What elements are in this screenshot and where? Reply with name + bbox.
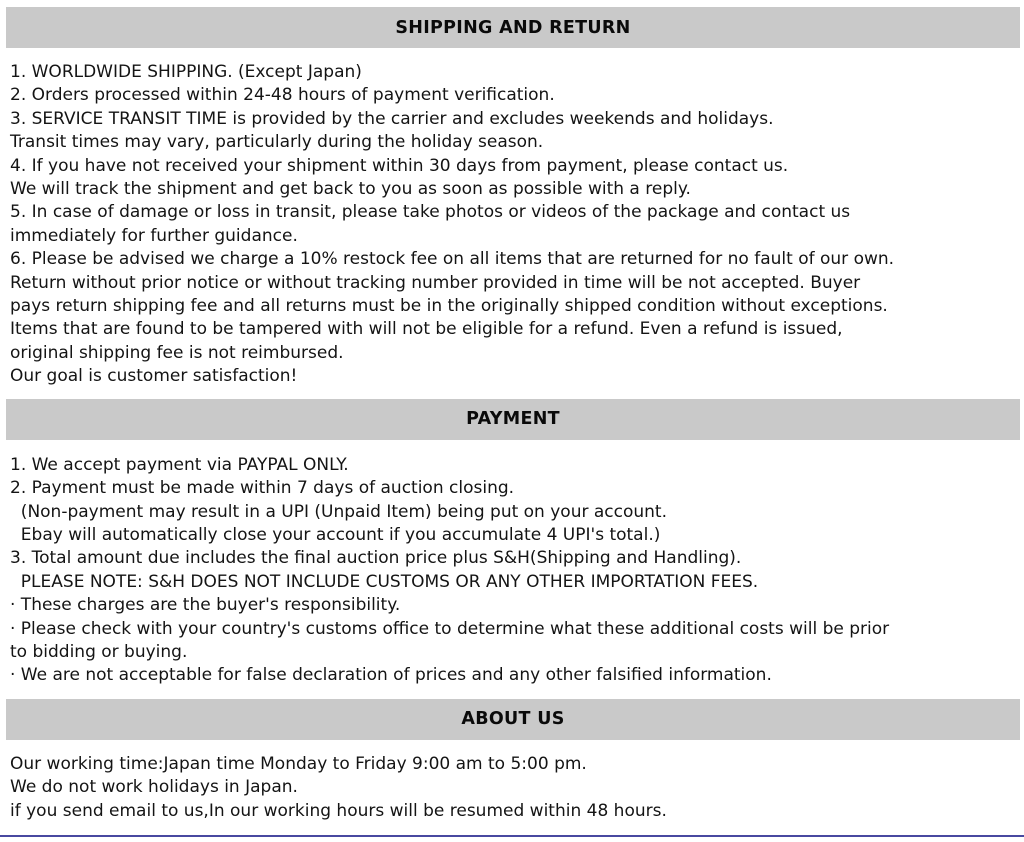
- text-line: 6. Please be advised we charge a 10% restock fee on all items that are returned for no fault of our own.: [10, 249, 895, 270]
- text-line: We will track the shipment and get back to you as soon as possible with a reply.: [10, 179, 691, 200]
- section-title: ABOUT US: [461, 709, 565, 730]
- about-us-text: [0, 740, 1024, 823]
- text-line: We do not work holidays in Japan.: [10, 777, 298, 798]
- text-line: · Please check with your country's customs office to determine what these additional costs will be prior: [10, 618, 890, 639]
- text-line: Transit times may vary, particularly during the holiday season.: [10, 132, 544, 153]
- section-title: PAYMENT: [466, 409, 560, 430]
- text-line: · We are not acceptable for false declaration of prices and any other falsified information.: [10, 665, 772, 686]
- text-line: 2. Payment must be made within 7 days of auction closing.: [10, 478, 515, 499]
- text-line: Return without prior notice or without tracking number provided in time will be not accepted. Buyer: [10, 272, 861, 293]
- text-line: (Non-payment may result in a UPI (Unpaid Item) being put on your account.: [10, 501, 667, 522]
- text-line: pays return shipping fee and all returns must be in the originally shipped condition without exceptions.: [10, 296, 888, 317]
- section-title: SHIPPING AND RETURN: [395, 17, 631, 38]
- text-line: Our goal is customer satisfaction!: [10, 366, 298, 387]
- text-line: 3. Total amount due includes the final auction price plus S&H(Shipping and Handling).: [10, 548, 742, 569]
- text-line: if you send email to us,In our working hours will be resumed within 48 hours.: [10, 800, 667, 821]
- text-line: 3. SERVICE TRANSIT TIME is provided by the carrier and excludes weekends and holidays.: [10, 108, 774, 129]
- text-line: Ebay will automatically close your account if you accumulate 4 UPI's total.): [10, 524, 661, 545]
- bottom-divider-line: [0, 835, 1024, 837]
- text-line: · These charges are the buyer's responsibility.: [10, 595, 401, 616]
- text-line: Items that are found to be tampered with will not be eligible for a refund. Even a refund is issued,: [10, 319, 843, 340]
- text-line: Our working time:Japan time Monday to Friday 9:00 am to 5:00 pm.: [10, 753, 587, 774]
- text-line: to bidding or buying.: [10, 641, 188, 662]
- text-line: original shipping fee is not reimbursed.: [10, 342, 344, 363]
- text-line: 2. Orders processed within 24-48 hours of payment verification.: [10, 85, 555, 106]
- section-header-about-us: [6, 699, 1020, 740]
- payment-text: [0, 440, 1024, 688]
- text-line: 4. If you have not received your shipment within 30 days from payment, please contact us.: [10, 155, 789, 176]
- text-line: PLEASE NOTE: S&H DOES NOT INCLUDE CUSTOMS OR ANY OTHER IMPORTATION FEES.: [10, 571, 759, 592]
- shipping-and-return-text: [0, 48, 1024, 389]
- text-line: immediately for further guidance.: [10, 225, 298, 246]
- section-header-payment: [6, 399, 1020, 440]
- text-line: 1. WORLDWIDE SHIPPING. (Except Japan): [10, 62, 362, 82]
- text-line: 1. We accept payment via PAYPAL ONLY.: [10, 454, 349, 475]
- text-line: 5. In case of damage or loss in transit, please take photos or videos of the package and contact us: [10, 202, 851, 223]
- section-header-shipping-and-return: [6, 7, 1020, 48]
